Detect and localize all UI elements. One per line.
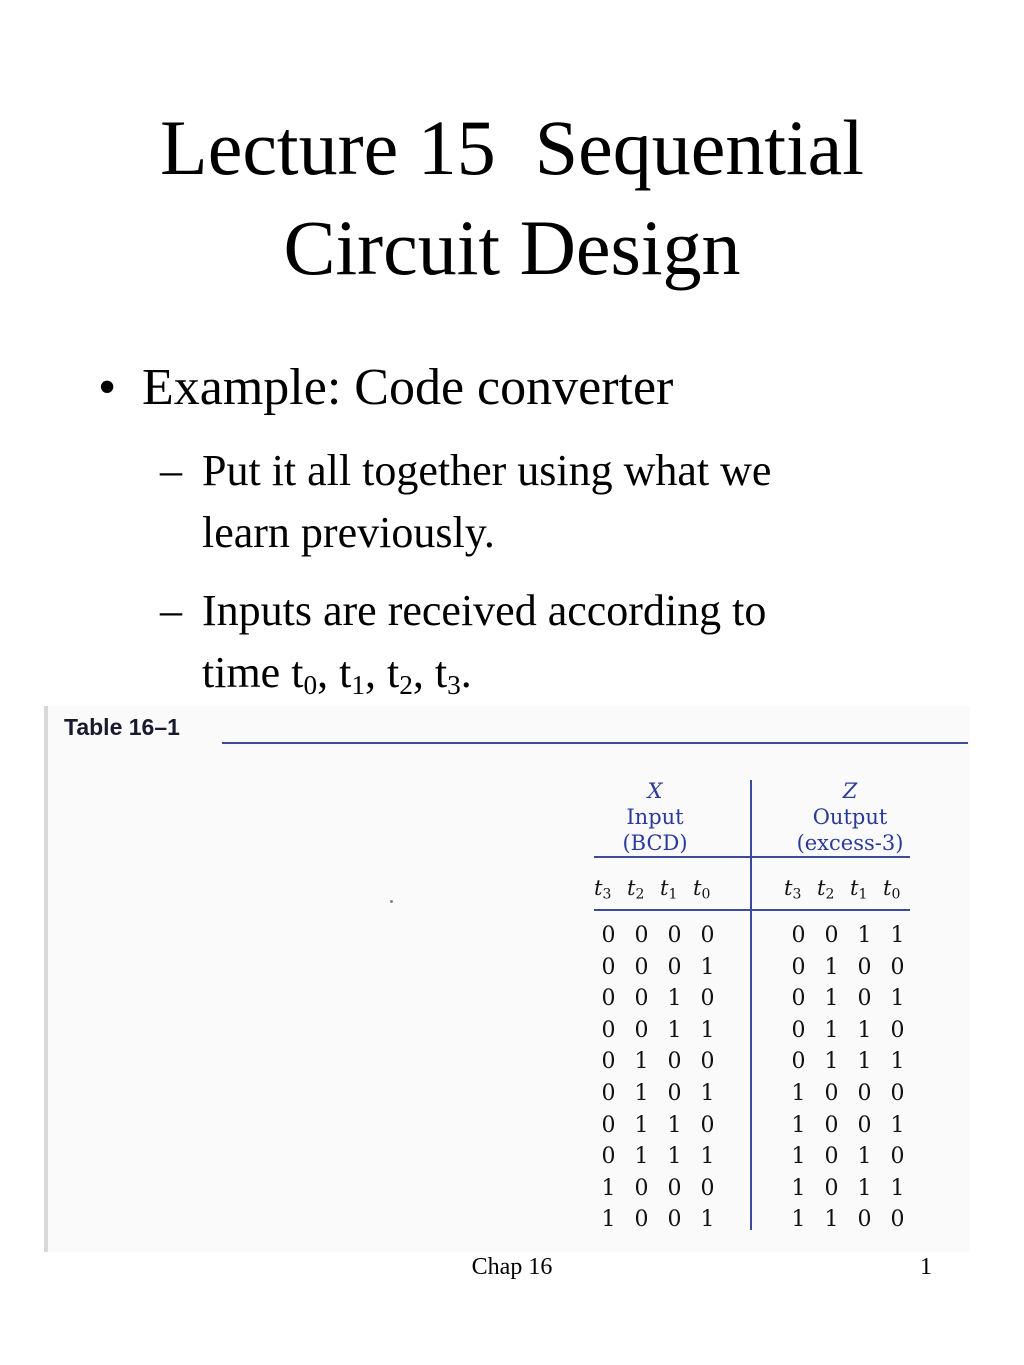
sub2-line-1: Inputs are received according to [202,586,767,635]
input-bit: 0 [634,923,649,948]
input-bit: 0 [601,1049,616,1075]
sub2-line-2: time $t_0$, $t_1$, $t_2$, $t_3$. [202,648,472,700]
input-bit: 1 [601,1175,616,1201]
output-bit: 1 [857,1144,872,1170]
input-bit: 0 [634,1017,649,1043]
output-bit: 0 [890,1080,905,1106]
input-bit: 0 [700,986,715,1012]
input-bit: 0 [700,923,715,948]
output-time-header: $t_2$ [817,876,835,903]
output-bit: 0 [824,923,839,948]
time-rule [594,909,910,911]
table-row [782,1015,914,1047]
output-bit: 1 [791,1207,806,1233]
input-bit: 0 [700,1049,715,1075]
output-bit: 0 [890,1144,905,1170]
input-time-header: $t_2$ [627,876,645,903]
output-bit: 0 [824,1112,839,1138]
output-bit: 1 [857,1017,872,1043]
output-bit: 0 [791,1017,806,1043]
table-row [592,983,724,1015]
output-bit: 1 [824,986,839,1012]
sub1-line-2: learn previously. [202,508,495,557]
dash-marker: – [160,586,182,635]
table-row [592,1173,724,1205]
table-row [592,1204,724,1236]
input-bit: 0 [601,1144,616,1170]
input-time-header: $t_3$ [594,876,612,903]
output-var: Z [842,779,858,803]
output-code: (excess-3) [796,831,904,855]
dash-marker: – [160,446,182,495]
title-line-2: Circuit Design [283,204,741,291]
input-time-header: $t_1$ [660,876,678,903]
table-row [592,952,724,984]
input-bit: 0 [601,1080,616,1106]
output-bit: 0 [791,1049,806,1075]
output-bit: 1 [791,1144,806,1170]
output-bit: 0 [890,954,905,980]
input-bit: 0 [601,1017,616,1043]
input-bit: 1 [700,954,715,980]
bullet-text: Example: Code converter [142,359,674,416]
input-bit: 0 [667,954,682,980]
output-bit: 0 [890,1207,905,1233]
output-rows [782,920,914,1236]
output-bit: 1 [824,1017,839,1043]
output-bit: 0 [857,1112,872,1138]
slide-title [0,98,1024,298]
input-code: (BCD) [622,831,688,855]
table-row [782,1078,914,1110]
output-bit: 0 [824,1175,839,1201]
input-bit: 0 [667,1175,682,1201]
scan-speck [390,900,393,903]
table-image [44,706,970,1252]
output-bit: 0 [857,986,872,1012]
output-time-header: $t_3$ [784,876,802,903]
output-time-header: $t_0$ [883,876,901,903]
input-bit: 0 [667,1080,682,1106]
output-label: Output [812,805,888,829]
output-bit: 0 [791,986,806,1012]
page-number: 1 [920,1254,932,1280]
output-bit: 0 [824,1144,839,1170]
output-bit: 0 [890,1017,905,1043]
input-bit: 1 [634,1049,649,1075]
sub1-line-1: Put it all together using what we [202,446,772,495]
input-bit: 1 [667,1112,682,1138]
table-row [782,1173,914,1205]
header-rule [594,856,910,858]
input-bit: 1 [667,1017,682,1043]
table-row [782,1141,914,1173]
input-bit: 1 [634,1080,649,1106]
table-row [782,983,914,1015]
output-bit: 0 [857,954,872,980]
output-header [784,778,916,856]
output-bit: 1 [857,1175,872,1201]
table-row [592,1015,724,1047]
output-bit: 0 [791,954,806,980]
input-bit: 1 [700,1017,715,1043]
output-bit: 1 [857,923,872,948]
input-bit: 0 [667,1207,682,1233]
input-bit: 0 [634,1175,649,1201]
input-bit: 0 [667,1049,682,1075]
input-bit: 1 [700,1144,715,1170]
table-row [782,1046,914,1078]
table-row [592,1046,724,1078]
output-bit: 1 [791,1175,806,1201]
output-bit: 1 [824,954,839,980]
table-title-rule [222,742,968,744]
input-bit: 1 [634,1144,649,1170]
title-line-1: Lecture 15 Sequential [160,104,864,191]
input-bit: 0 [601,1112,616,1138]
table-row [592,1110,724,1142]
output-time-header: $t_1$ [850,876,868,903]
input-rows [592,920,724,1236]
table-row [782,920,914,952]
input-bit: 0 [634,954,649,980]
bullet-marker: • [98,359,117,416]
table-row [782,1110,914,1142]
output-bit: 1 [890,1049,905,1075]
table-row [592,1078,724,1110]
input-bit: 1 [667,986,682,1012]
input-bit: 0 [700,1175,715,1201]
footer-chapter: Chap 16 [471,1254,553,1280]
input-var: X [647,779,663,803]
input-bit: 1 [700,1207,715,1233]
output-bit: 1 [791,1080,806,1106]
table-row [782,952,914,984]
output-bit: 1 [857,1049,872,1075]
output-bit: 1 [890,986,905,1012]
input-bit: 0 [601,923,616,948]
column-divider [750,780,752,1230]
output-bit: 0 [857,1207,872,1233]
input-bit: 0 [601,954,616,980]
input-bit: 1 [601,1207,616,1233]
input-bit: 1 [667,1144,682,1170]
table-row [592,1141,724,1173]
table-row [782,1204,914,1236]
input-bit: 0 [601,986,616,1012]
input-bit: 0 [634,986,649,1012]
output-bit: 1 [824,1207,839,1233]
output-bit: 1 [890,923,905,948]
input-header [600,778,710,856]
output-bit: 1 [890,1112,905,1138]
table-label: Table 16–1 [64,714,180,740]
input-bit: 0 [634,1207,649,1233]
output-bit: 1 [824,1049,839,1075]
input-bit: 0 [700,1112,715,1138]
output-bit: 1 [791,1112,806,1138]
input-bit: 1 [700,1080,715,1106]
output-bit: 0 [791,923,806,948]
input-bit: 0 [667,923,682,948]
table-row [592,920,724,952]
output-bit: 0 [857,1080,872,1106]
output-bit: 1 [890,1175,905,1201]
scan-edge [44,706,48,1252]
input-bit: 1 [634,1112,649,1138]
input-time-header: $t_0$ [693,876,711,903]
input-label: Input [626,805,684,829]
output-bit: 0 [824,1080,839,1106]
